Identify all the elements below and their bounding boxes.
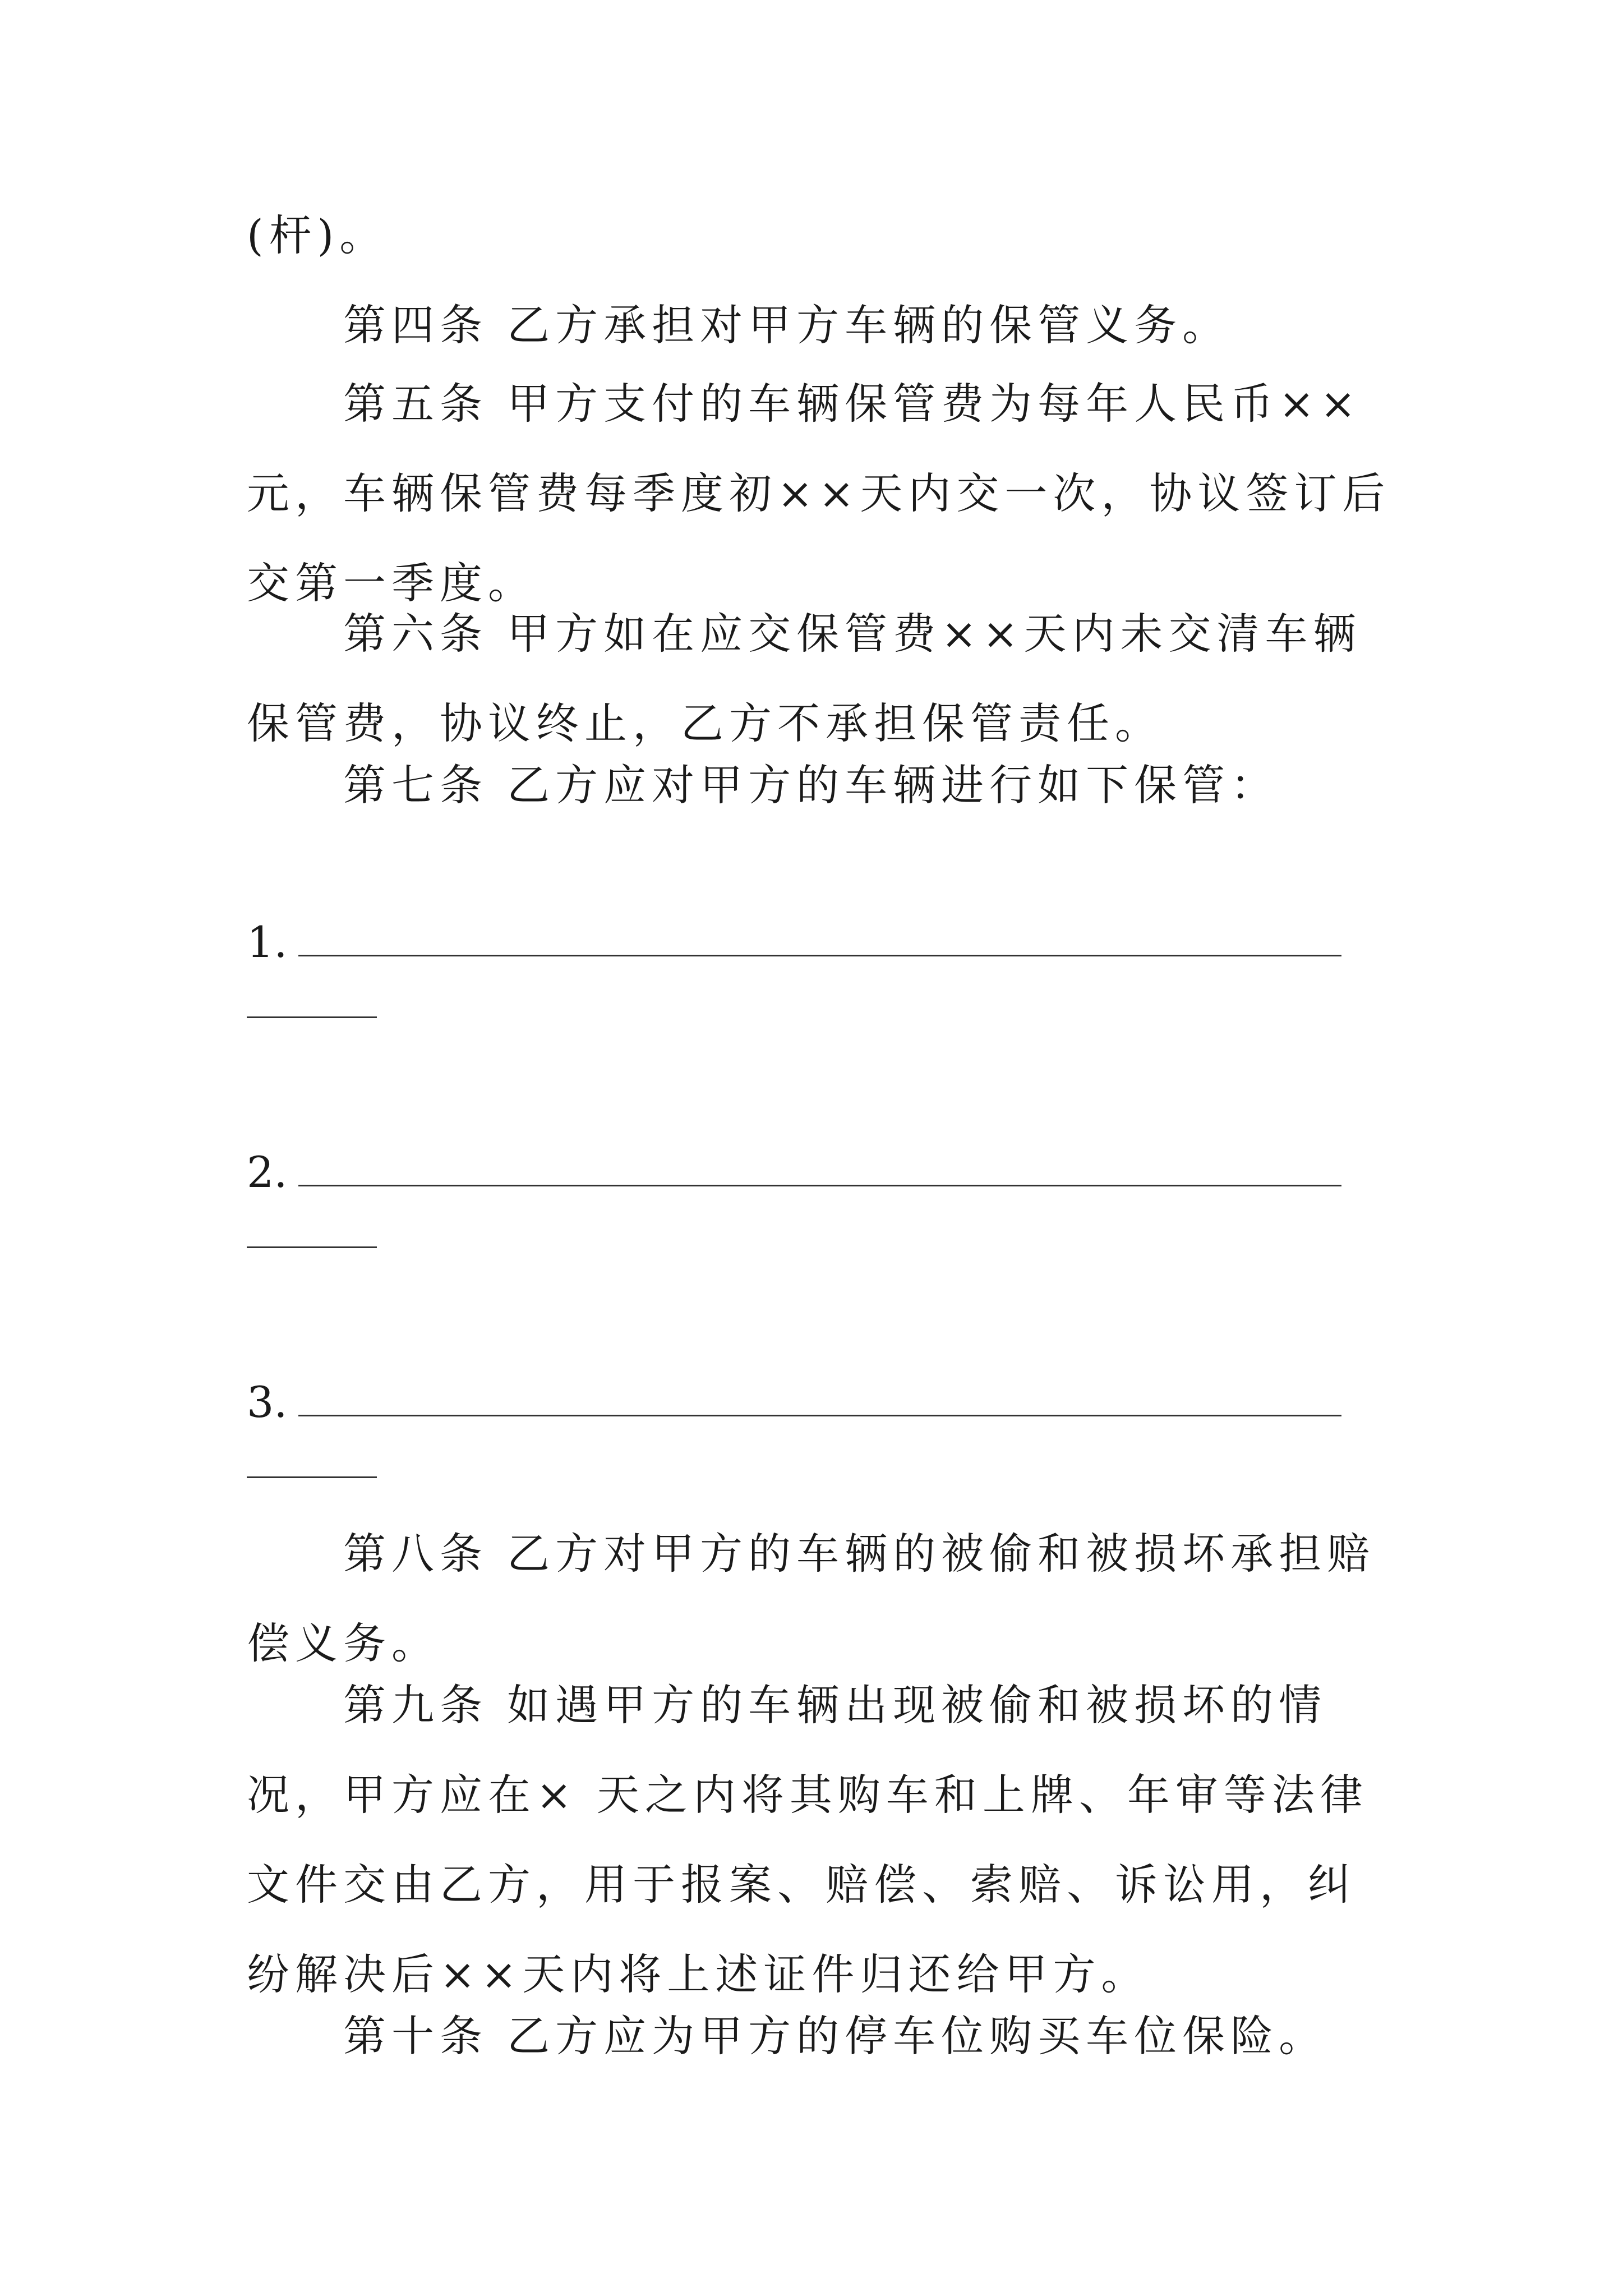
blank-item-2 [247,1144,1368,1257]
blank-item-number: 1. [247,917,288,967]
article-10: 第十条 乙方应为甲方的停车位购买车位保险。 [343,2011,1327,2061]
blank-item-3 [247,1374,1368,1487]
blank-line-continuation [247,1246,377,1248]
blank-line [298,1185,1341,1186]
article-5: 第五条 甲方支付的车辆保管费为每年人民币×× 元，车辆保管费每季度初××天内交一次，协议签订后交第一季度。 [247,379,1391,608]
paragraph-continuation: (杆)。 [247,210,388,260]
article-8: 第八条 乙方对甲方的车辆的被偷和被损坏承担赔偿义务。 [247,1529,1376,1668]
blank-item-number: 3. [247,1377,288,1427]
blank-line-continuation [247,1016,377,1018]
blank-item-1 [247,914,1368,1027]
article-6: 第六条 甲方如在应交保管费××天内未交清车辆保管费，协议终止，乙方不承担保管责任。 [247,609,1362,748]
article-7: 第七条 乙方应对甲方的车辆进行如下保管： [343,760,1279,810]
article-4: 第四条 乙方承担对甲方车辆的保管义务。 [343,300,1231,350]
blank-item-number: 2. [247,1147,288,1197]
blank-line-continuation [247,1476,377,1478]
article-9: 第九条 如遇甲方的车辆出现被偷和被损坏的情况，甲方应在× 天之内将其购车和上牌、年审等法律文件交由乙方，用于报案、赔偿、索赔、诉讼用，纠纷解决后××天内将上述证件归还给甲方。 [247,1680,1368,1999]
blank-line [298,1415,1341,1416]
blank-line [298,955,1341,956]
